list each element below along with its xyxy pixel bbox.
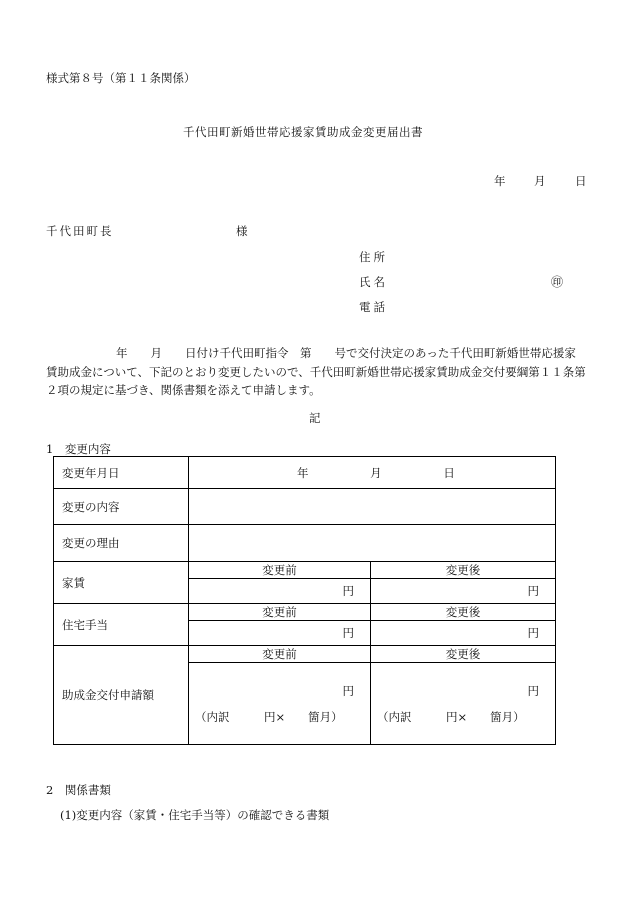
date-month-label: 月	[534, 174, 546, 188]
change-reason-label: 変更の理由	[54, 525, 189, 562]
change-content-row	[54, 489, 556, 525]
grant-after-value[interactable]	[371, 663, 556, 745]
grant-after-breakdown: （内訳 円× 箇月）	[377, 709, 525, 724]
allowance-before-yen: 円	[342, 626, 354, 640]
addressee-honorific: 様	[236, 224, 248, 238]
rent-before-value[interactable]	[189, 579, 371, 604]
form-number: 様式第８号（第１１条関係）	[46, 71, 196, 85]
name-label: 氏名	[359, 275, 388, 289]
change-date-year: 年	[297, 465, 309, 480]
change-date-month: 月	[370, 465, 382, 480]
date-year-label: 年	[494, 174, 506, 188]
change-date-row	[54, 457, 556, 489]
grant-after-yen: 円	[527, 683, 539, 698]
change-details-table	[53, 456, 556, 745]
date-day-label: 日	[575, 174, 587, 188]
rent-before-header: 変更前	[189, 562, 371, 579]
change-reason-row	[54, 525, 556, 562]
section2-heading: 2 関係書類	[46, 783, 111, 797]
allowance-after-value[interactable]	[371, 621, 556, 646]
grant-before-breakdown: （内訳 円× 箇月）	[195, 709, 343, 724]
seal-mark: ㊞	[551, 275, 564, 289]
body-paragraph: 年 月 日付け千代田町指令 第 号で交付決定のあった千代田町新婚世帯応援家賃助成金について、下記のとおり変更したいので、千代田町新婚世帯応援家賃助成金交付要綱第１１条第２項の規定に基づき、関係書類を添えて申請します。	[46, 346, 586, 397]
grant-before-header: 変更前	[189, 646, 371, 663]
rent-after-yen: 円	[527, 584, 539, 598]
grant-before-yen: 円	[342, 683, 354, 698]
change-content-label: 変更の内容	[54, 489, 189, 525]
section1-heading: 1 変更内容	[46, 442, 111, 456]
related-document-item: (1)変更内容（家賃・住宅手当等）の確認できる書類	[60, 808, 330, 822]
change-date-label: 変更年月日	[54, 457, 189, 489]
rent-header-row	[54, 562, 556, 579]
change-date-day: 日	[443, 465, 455, 480]
grant-label: 助成金交付申請額	[54, 646, 189, 745]
rent-after-header: 変更後	[371, 562, 556, 579]
grant-header-row	[54, 646, 556, 663]
ki-marker: 記	[309, 411, 321, 425]
phone-label: 電話	[359, 300, 388, 314]
change-date-value[interactable]	[189, 457, 556, 489]
allowance-before-value[interactable]	[189, 621, 371, 646]
rent-before-yen: 円	[342, 584, 354, 598]
document-title: 千代田町新婚世帯応援家賃助成金変更届出書	[183, 125, 423, 139]
allowance-label: 住宅手当	[54, 604, 189, 646]
rent-label: 家賃	[54, 562, 189, 604]
addressee-name: 千代田町長	[46, 224, 114, 238]
grant-before-value[interactable]	[189, 663, 371, 745]
allowance-before-header: 変更前	[189, 604, 371, 621]
change-content-value[interactable]	[189, 489, 556, 525]
address-label: 住所	[359, 250, 388, 264]
rent-after-value[interactable]	[371, 579, 556, 604]
allowance-after-header: 変更後	[371, 604, 556, 621]
allowance-header-row	[54, 604, 556, 621]
allowance-after-yen: 円	[527, 626, 539, 640]
change-reason-value[interactable]	[189, 525, 556, 562]
grant-after-header: 変更後	[371, 646, 556, 663]
